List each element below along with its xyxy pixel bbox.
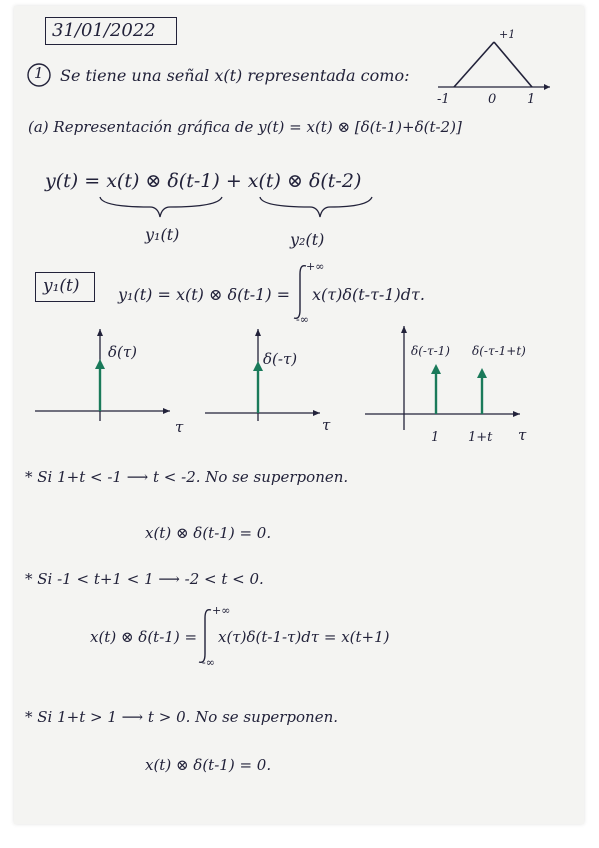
plot2-axis: τ [322,416,331,434]
case3-condition: * Si 1+t > 1 ⟶ t > 0. No se superponen. [25,708,339,726]
plot-delta-tau [30,325,180,425]
case3-result: x(t) ⊗ δ(t-1) = 0. [145,756,272,774]
integral-2-upper: +∞ [212,604,231,617]
case1-result: x(t) ⊗ δ(t-1) = 0. [145,524,272,542]
integral-1-upper: +∞ [306,260,325,273]
plot1-axis: τ [175,418,184,436]
problem-number: 1 [34,64,44,82]
y1-box [35,272,95,302]
plot3-label1: δ(-τ-1) [411,344,450,358]
y1-box-label: y₁(t) [43,276,80,296]
triangle-origin-label: 0 [488,92,497,107]
underbraces [90,195,490,225]
integral-1-lower: -∞ [296,313,309,326]
plot3-tick2: 1+t [468,430,493,445]
decomposition-equation: y(t) = x(t) ⊗ δ(t-1) + x(t) ⊗ δ(t-2) [45,170,362,192]
triangle-peak-label: +1 [499,28,516,41]
case2-rhs: x(τ)δ(t-1-τ)dτ = x(t+1) [218,628,390,646]
plot3-tick1: 1 [431,430,440,445]
problem-statement: Se tiene una señal x(t) representada como: [60,66,410,85]
triangle-left-label: -1 [437,92,450,107]
integral-2-lower: -∞ [202,656,215,669]
plot2-label: δ(-τ) [263,350,298,368]
date-box [45,17,177,45]
case2-lhs: x(t) ⊗ δ(t-1) = [90,628,198,646]
plot3-label2: δ(-τ-1+t) [472,344,526,358]
triangle-right-label: 1 [527,92,536,107]
plot-delta-minus-tau [200,325,340,425]
plot1-label: δ(τ) [108,343,138,361]
part-a-heading: (a) Representación gráfica de y(t) = x(t) ⊗ [δ(t-1)+δ(t-2)] [28,118,462,136]
triangle-signal-plot [438,32,558,102]
y1-equation-right: x(τ)δ(t-τ-1)dτ. [312,285,425,304]
plot3-axis: τ [518,426,527,444]
y1-label: y₁(t) [145,225,180,244]
case1-condition: * Si 1+t < -1 ⟶ t < -2. No se superponen. [25,468,349,486]
date-text: 31/01/2022 [52,20,156,41]
y1-equation-left: y₁(t) = x(t) ⊗ δ(t-1) = [118,285,291,304]
plot-delta-shifted [360,322,540,432]
y2-label: y₂(t) [290,230,325,249]
case2-condition: * Si -1 < t+1 < 1 ⟶ -2 < t < 0. [25,570,264,588]
